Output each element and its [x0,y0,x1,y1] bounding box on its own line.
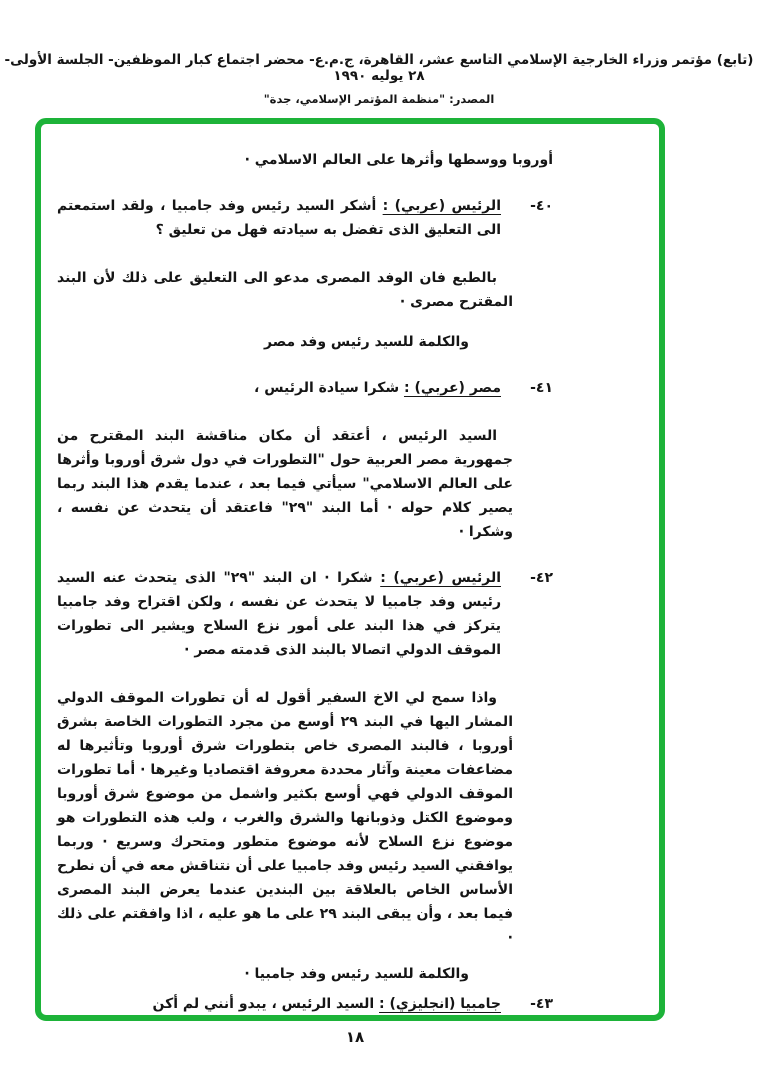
page-number: ١٨ [345,1028,365,1046]
speaker-label: مصر (عربي) : [403,380,501,396]
item-body [57,566,501,662]
speech-text: شكرا سيادة الرئيس ، [254,380,400,396]
item-body [57,376,501,400]
item-number: ٤١- [530,380,553,396]
closing-line: والكلمة للسيد رئيس وفد مصر [264,334,469,350]
item-body [57,992,501,1016]
speaker-label: الرئيس (عربي) : [380,570,501,586]
minute-item-41 [57,376,553,400]
header-title: (تابع) مؤتمر وزراء الخارجية الإسلامي التاسع عشر، القاهرة، ج.م.ع- محضر اجتماع كبار الموظفين- الجلسة الأولى- ٢٨ يوليه ١٩٩٠ [4,52,754,84]
minute-item-40 [57,194,553,242]
speech-paragraph: واذا سمح لي الاخ السفير أقول له أن تطورات الموقف الدولي المشار اليها في البند ٢٩ أوسع من مجرد التطورات الخاصة بشرق أوروبا ، فالبند المصرى خاص بتطورات شرق أوروبا وتأثيرها له مضاعفات معينة وآثار محددة معروفة اقتصاديا وغيرها · أما تطورات الموقف الدولي فهي أوسع بكثير واشمل من موضوع شرق أوروبا وموضوع الكتل وذوبانها والشرق والغرب ، ولب هذه التطورات هو موضوع نزع السلاح لأنه موضوع متطور ومتحرك وسريع · وربما يوافقني السيد رئيس وفد جامبيا على أن نتناقش معه في أن نطرح الأساس الخاص بالعلاقة بين البندين عندما يعرض البند المصرى فيما بعد ، وأن يبقى البند ٢٩ على ما هو عليه ، اذا وافقتم على ذلك · [57,690,513,946]
header-source: المصدر: "منظمة المؤتمر الإسلامي، جدة" [263,92,495,106]
item-number: ٤٠- [530,198,553,214]
green-border-frame [35,118,665,1021]
closing-line: والكلمة للسيد رئيس وفد جامبيا · [244,966,469,982]
speaker-label: الرئيس (عربي) : [382,198,501,214]
speech-text: أشكر السيد رئيس وفد جامبيا ، ولقد استمعتم الى التعليق الذى تفضل به سيادته فهل من تعليق ؟ [57,198,501,238]
minutes-content [41,124,659,1016]
speaker-label: جامبيا (انجليزي) : [379,996,501,1012]
item-number: ٤٣- [530,996,553,1012]
item-body [57,194,501,242]
speech-paragraph: السيد الرئيس ، أعتقد أن مكان مناقشة البند المقترح من جمهورية مصر العربية حول "التطورات في دول شرق أوروبا وأثرها على العالم الاسلامي" سيأتي فيما بعد ، عندما يقدم هذا البند ربما يصير كلام حوله · أما البند "٢٩" فاعتقد أن يتحدث عن نفسه ، وشكرا · [57,428,514,540]
minute-item-42 [57,566,553,662]
speech-text: السيد الرئيس ، يبدو أنني لم أكن [152,996,375,1012]
speech-text: شكرا · ان البند "٢٩" الذى يتحدث عنه السيد رئيس وفد جامبيا لا يتحدث عن نفسه ، ولكن اقتراح وفد جامبيا يتركز في هذا البند على أمور نزع السلاح ويشير الى تطورات الموقف الدولي اتصالا بالبند الذى قدمته مصر · [57,570,501,658]
speech-paragraph: بالطبع فان الوفد المصرى مدعو الى التعليق على ذلك لأن البند المقترح مصرى · [57,270,513,310]
item-number: ٤٢- [530,570,553,586]
continuation-line: أوروبا ووسطها وأثرها على العالم الاسلامي · [244,152,553,168]
minute-item-43 [57,992,553,1016]
document-header [0,52,758,106]
